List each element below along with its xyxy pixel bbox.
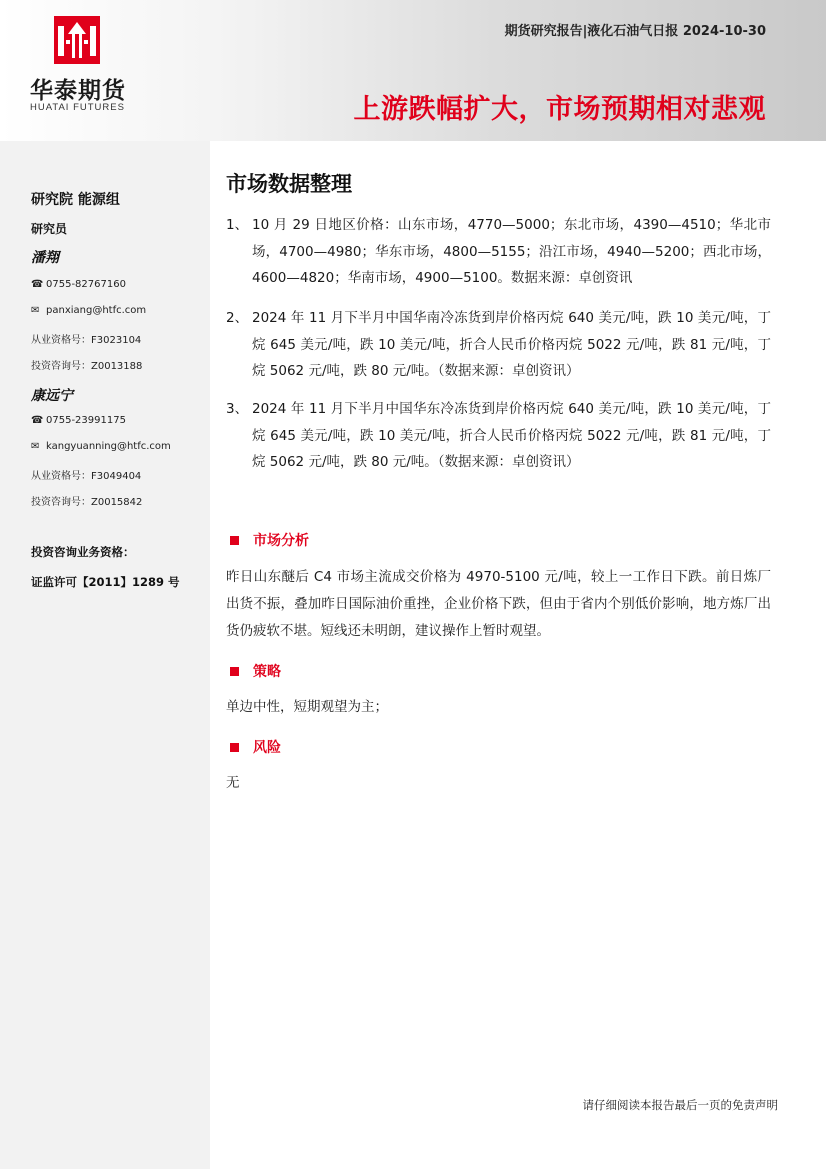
qualification-value: 证监许可【2011】1289 号 bbox=[31, 575, 180, 589]
report-headline: 上游跌幅扩大，市场预期相对悲观 bbox=[353, 94, 766, 125]
analyst-email bbox=[31, 305, 146, 316]
analyst-phone bbox=[31, 415, 126, 426]
analysis-heading bbox=[230, 530, 309, 550]
item-text: 10 月 29 日地区价格：山东市场，4770—5000；东北市场，4390—4510；华北市场，4700—4980；华东市场，4800—5155；沿江市场，4940—5200；西北市场，4600—4820；华南市场，4900—5100。数据来源：卓创资讯 bbox=[252, 217, 771, 286]
square-bullet-icon bbox=[230, 743, 239, 752]
list-item bbox=[226, 305, 771, 385]
company-name-en: HUATAI FUTURES bbox=[30, 102, 125, 113]
envelope-icon: ✉ bbox=[31, 305, 40, 316]
square-bullet-icon bbox=[230, 667, 239, 676]
strategy-text: 单边中性，短期观望为主； bbox=[226, 699, 388, 715]
analyst-name: 康远宁 bbox=[31, 388, 73, 404]
strategy-heading bbox=[230, 661, 281, 681]
advisory-number: 投资咨询号：Z0013188 bbox=[31, 361, 143, 372]
email-address[interactable]: kangyuanning@htfc.com bbox=[46, 441, 171, 452]
analysis-text: 昨日山东醚后 C4 市场主流成交价格为 4970-5100 元/吨，较上一工作日下跌。前日炼厂出货不振，叠加昨日国际油价重挫，企业价格下跌，但由于省内个别低价影响，地方炼厂出货仍疲软不堪。短线还未明朗，建议操作上暂时观望。 bbox=[226, 569, 771, 639]
practice-number: 从业资格号：F3049404 bbox=[31, 471, 142, 482]
risk-heading-label: 风险 bbox=[253, 740, 281, 756]
company-name-cn: 华泰期货 bbox=[30, 78, 126, 104]
department: 研究院 能源组 bbox=[31, 192, 120, 208]
phone-number: 0755-23991175 bbox=[46, 415, 126, 426]
practice-number: 从业资格号：F3023104 bbox=[31, 335, 142, 346]
item-number: 3、 bbox=[226, 401, 249, 417]
disclaimer-note: 请仔细阅读本报告最后一页的免责声明 bbox=[582, 1098, 778, 1112]
role-label: 研究员 bbox=[31, 222, 68, 236]
qualification-title: 投资咨询业务资格： bbox=[31, 545, 135, 559]
list-item bbox=[226, 396, 771, 476]
list-item bbox=[226, 212, 771, 292]
item-number: 2、 bbox=[226, 310, 249, 326]
analyst-phone bbox=[31, 279, 126, 290]
strategy-heading-label: 策略 bbox=[253, 664, 281, 680]
section-title: 市场数据整理 bbox=[226, 172, 352, 196]
item-number: 1、 bbox=[226, 217, 249, 233]
report-meta: 期货研究报告|液化石油气日报 2024-10-30 bbox=[504, 24, 766, 39]
phone-icon: ☎ bbox=[31, 279, 44, 290]
risk-text: 无 bbox=[226, 775, 240, 791]
item-text: 2024 年 11 月下半月中国华东冷冻货到岸价格丙烷 640 美元/吨，跌 10 美元/吨，丁烷 645 美元/吨，跌 10 美元/吨，折合人民币价格丙烷 5022 元/吨，跌 81 元/吨，丁烷 5062 元/吨，跌 80 元/吨。（数据来源：卓创资讯） bbox=[252, 401, 771, 470]
item-text: 2024 年 11 月下半月中国华南冷冻货到岸价格丙烷 640 美元/吨，跌 10 美元/吨，丁烷 645 美元/吨，跌 10 美元/吨，折合人民币价格丙烷 5022 元/吨，跌 81 元/吨，丁烷 5062 元/吨，跌 80 元/吨。（数据来源：卓创资讯） bbox=[252, 310, 771, 379]
risk-heading bbox=[230, 737, 281, 757]
phone-icon: ☎ bbox=[31, 415, 44, 426]
analyst-email bbox=[31, 441, 171, 452]
phone-number: 0755-82767160 bbox=[46, 279, 126, 290]
analysis-heading-label: 市场分析 bbox=[253, 533, 309, 549]
analyst-sidebar bbox=[0, 141, 210, 1169]
huatai-logo-icon bbox=[54, 16, 100, 64]
email-address[interactable]: panxiang@htfc.com bbox=[46, 305, 147, 316]
analyst-name: 潘翔 bbox=[31, 250, 59, 266]
envelope-icon: ✉ bbox=[31, 441, 40, 452]
advisory-number: 投资咨询号：Z0015842 bbox=[31, 497, 143, 508]
company-logo bbox=[30, 16, 140, 116]
square-bullet-icon bbox=[230, 536, 239, 545]
report-header bbox=[0, 0, 826, 141]
